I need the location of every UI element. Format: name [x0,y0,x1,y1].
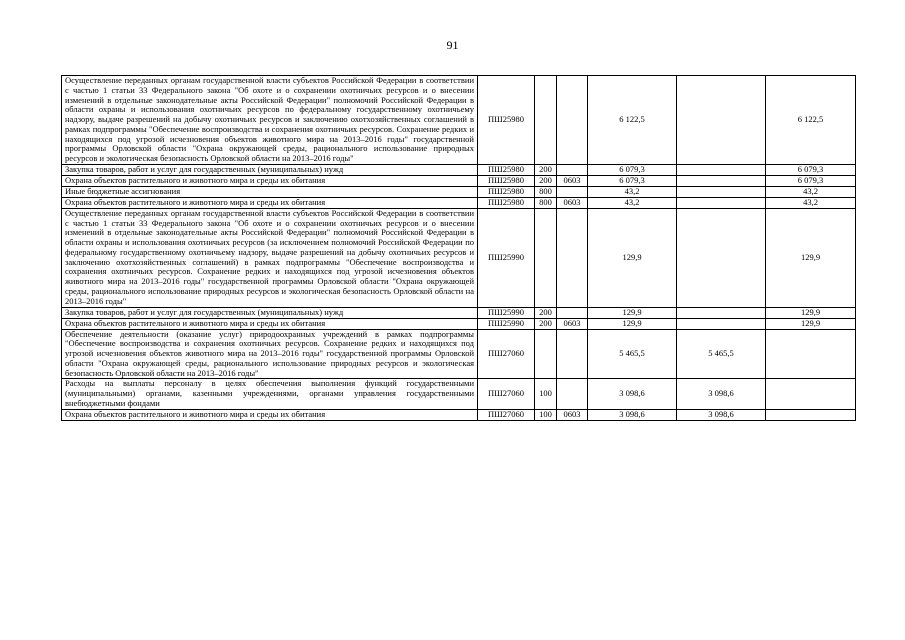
row-description: Охрана объектов растительного и животного мира и среды их обитания [62,409,478,420]
amount-federal: 43,2 [766,186,856,197]
target-code: ПШ25980 [478,164,535,175]
target-code: ПШ27060 [478,329,535,379]
amount-total: 5 465,5 [588,329,677,379]
row-description: Осуществление переданных органам государственной власти субъектов Российской Федерации в соответствии с частью 1 статьи 33 Федерального закона "Об охоте и о сохранении охотничьих ресурсов и о внесении изменений в отдельные законодательные акты Российской Федерации" полномочий Российской Федерации в области охраны и использования охотничьих ресурсов по федеральному государственному охотничьему надзору, выдаче разрешений на добычу охотничьих ресурсов и заключению охотхозяйственных соглашений в рамках подпрограммы "Обеспечение воспроизводства и сохранения охотничьих ресурсов. Сохранение редких и находящихся под угрозой исчезновения объектов животного мира на 2013–2016 годы" государственной программы Орловской области "Охрана окружающей среды, рационального использование природных ресурсов и экологическая безопасность Орловской области на 2013–2016 годы" [62,76,478,165]
target-code: ПШ25980 [478,175,535,186]
row-description: Обеспечение деятельности (оказание услуг) природоохранных учреждений в рамках подпрограммы "Обеспечение воспроизводства и сохранения охотничьих ресурсов. Сохранение редких и находящихся под угрозой исчезновения объектов животного мира на 2013–2016 годы" государственной программы Орловской области "Охрана окружающей среды, рационального использование природных ресурсов и экологическая безопасность Орловской области на 2013–2016 годы" [62,329,478,379]
table-row [62,409,856,420]
amount-total: 6 079,3 [588,164,677,175]
target-code: ПШ25980 [478,76,535,165]
row-description: Охрана объектов растительного и животного мира и среды их обитания [62,318,478,329]
section-code [557,307,588,318]
expense-type [535,208,557,307]
section-code [557,76,588,165]
target-code: ПШ25990 [478,318,535,329]
amount-total: 6 079,3 [588,175,677,186]
table-row [62,175,856,186]
table-row [62,307,856,318]
amount-federal: 129,9 [766,318,856,329]
table-row [62,76,856,165]
amount-federal: 6 079,3 [766,175,856,186]
row-description: Закупка товаров, работ и услуг для государственных (муниципальных) нужд [62,307,478,318]
row-description: Охрана объектов растительного и животного мира и среды их обитания [62,175,478,186]
target-code: ПШ25990 [478,208,535,307]
table-row [62,379,856,409]
amount-regional [677,164,766,175]
table-row [62,329,856,379]
expense-type: 200 [535,164,557,175]
amount-regional: 3 098,6 [677,409,766,420]
amount-regional: 3 098,6 [677,379,766,409]
section-code: 0603 [557,175,588,186]
expense-type: 800 [535,186,557,197]
table-row [62,164,856,175]
budget-table [61,75,856,421]
table-row [62,186,856,197]
amount-federal: 6 122,5 [766,76,856,165]
amount-regional [677,175,766,186]
amount-regional: 5 465,5 [677,329,766,379]
amount-regional [677,208,766,307]
section-code [557,329,588,379]
amount-total: 3 098,6 [588,409,677,420]
page-number: 91 [446,38,459,52]
amount-federal [766,409,856,420]
table-row [62,208,856,307]
amount-federal: 129,9 [766,208,856,307]
section-code [557,164,588,175]
target-code: ПШ27060 [478,409,535,420]
section-code: 0603 [557,409,588,420]
amount-regional [677,318,766,329]
expense-type [535,329,557,379]
target-code: ПШ25990 [478,307,535,318]
target-code: ПШ25980 [478,197,535,208]
row-description: Осуществление переданных органам государственной власти субъектов Российской Федерации в соответствии с частью 1 статьи 33 Федерального закона "Об охоте и о сохранении охотничьих ресурсов и о внесении изменений в отдельные законодательные акты Российской Федерации" полномочий Российской Федерации в области охраны и использования охотничьих ресурсов (за исключением полномочий Российской Федерации по федеральному государственному охотничьему надзору, выдаче разрешений на добычу охотничьих ресурсов и заключению охотхозяйственных соглашений) в рамках подпрограммы "Обеспечение воспроизводства и сохранения охотничьих ресурсов. Сохранение редких и находящихся под угрозой исчезновения объектов животного мира на 2013–2016 годы" государственной программы Орловской области "Охрана окружающей среды, рационального использование природных ресурсов и экологическая безопасность Орловской области на 2013–2016 годы" [62,208,478,307]
amount-total: 6 122,5 [588,76,677,165]
row-description: Расходы на выплаты персоналу в целях обеспечения выполнения функций государственными (муниципальными) органами, казенными учреждениями, органами управления государственными внебюджетными фондами [62,379,478,409]
amount-federal [766,329,856,379]
expense-type: 200 [535,175,557,186]
table-row [62,318,856,329]
amount-total: 43,2 [588,197,677,208]
amount-regional [677,307,766,318]
row-description: Охрана объектов растительного и животного мира и среды их обитания [62,197,478,208]
section-code: 0603 [557,197,588,208]
target-code: ПШ27060 [478,379,535,409]
section-code [557,186,588,197]
row-description: Иные бюджетные ассигнования [62,186,478,197]
section-code: 0603 [557,318,588,329]
section-code [557,379,588,409]
amount-total: 129,9 [588,318,677,329]
amount-regional [677,186,766,197]
amount-federal: 129,9 [766,307,856,318]
expense-type: 200 [535,318,557,329]
section-code [557,208,588,307]
expense-type [535,76,557,165]
amount-federal: 43,2 [766,197,856,208]
amount-federal [766,379,856,409]
target-code: ПШ25980 [478,186,535,197]
expense-type: 100 [535,409,557,420]
table-row [62,197,856,208]
expense-type: 200 [535,307,557,318]
amount-total: 3 098,6 [588,379,677,409]
amount-regional [677,76,766,165]
row-description: Закупка товаров, работ и услуг для государственных (муниципальных) нужд [62,164,478,175]
expense-type: 100 [535,379,557,409]
amount-total: 129,9 [588,307,677,318]
amount-regional [677,197,766,208]
amount-federal: 6 079,3 [766,164,856,175]
amount-total: 129,9 [588,208,677,307]
amount-total: 43,2 [588,186,677,197]
expense-type: 800 [535,197,557,208]
